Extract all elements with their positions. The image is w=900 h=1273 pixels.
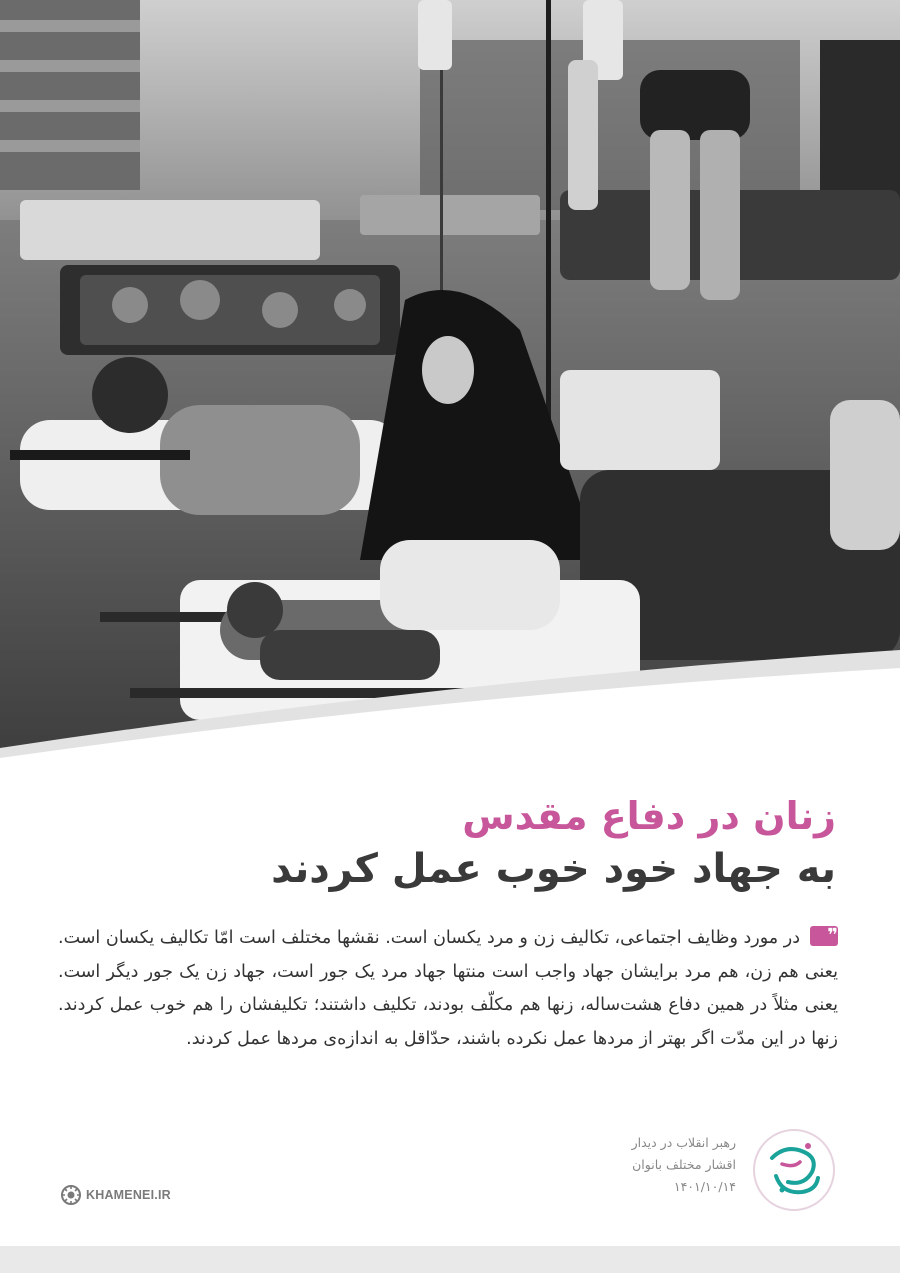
site-mark	[60, 1182, 171, 1208]
title-block	[56, 790, 836, 896]
fatemi-calligraphy-logo-icon	[752, 1128, 836, 1212]
site-name: KHAMENEI.IR	[86, 1188, 171, 1202]
source-attribution	[560, 1132, 736, 1198]
photo-curve-overlay	[0, 620, 900, 780]
title-line-1: زنان در دفاع مقدس	[462, 794, 836, 838]
bottom-bar	[0, 1246, 900, 1273]
quote-mark-icon: ❞	[810, 926, 838, 946]
quote-body	[58, 922, 838, 1056]
source-date: ۱۴۰۱/۱۰/۱۴	[673, 1179, 736, 1194]
source-line-2: اقشار مختلف بانوان	[632, 1157, 736, 1172]
logo-graphic	[752, 1128, 836, 1212]
title-line-2: به جهاد خود خوب عمل کردند	[271, 846, 836, 892]
quote-text: در مورد وظایف اجتماعی، تکالیف زن و مرد یکسان است. نقشها مختلف است امّا تکالیف یکسان است. یعنی هم زن، هم مرد برایشان جهاد واجب است منتها جهاد مرد یک جور است، جهاد زن یک جور دیگر است. یعنی مثلاً در همین دفاع هشت‌ساله، زنها هم مکلّف بودند، تکلیف داشتند؛ تکلیفشان را هم خوب عمل کردند. زنها در این مدّت اگر بهتر از مردها عمل نکرده باشند، حدّاقل به اندازه‌ی مردها عمل کردند.	[58, 928, 838, 1049]
khamenei-emblem-icon	[60, 1184, 82, 1206]
source-line-1: رهبر انقلاب در دیدار	[631, 1135, 736, 1150]
